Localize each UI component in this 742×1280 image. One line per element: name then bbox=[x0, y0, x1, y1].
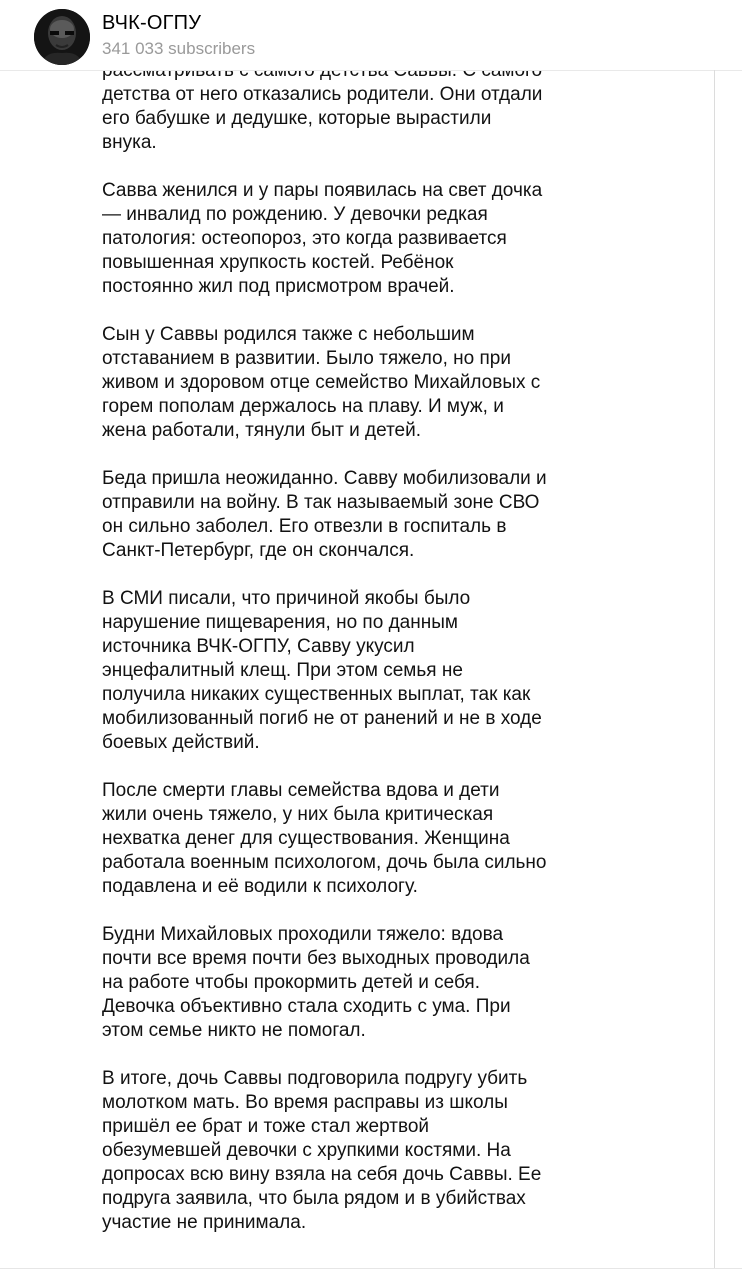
panel-border bbox=[714, 0, 715, 1268]
post-text-line: Санкт-Петербург, где он скончался. bbox=[102, 540, 415, 561]
post-paragraph bbox=[102, 1067, 547, 1235]
post-text-line: энцефалитный клещ. При этом семья не bbox=[102, 660, 463, 681]
post-text-line: патология: остеопороз, это когда развивается bbox=[102, 228, 507, 249]
post-text-line: почти все время почти без выходных проводила bbox=[102, 948, 530, 969]
post-text-line: В итоге, дочь Саввы подговорила подругу убить bbox=[102, 1068, 528, 1089]
post-text-line: повышенная хрупкость костей. Ребёнок bbox=[102, 252, 454, 273]
post-text-line: участие не принимала. bbox=[102, 1212, 307, 1233]
channel-name[interactable]: ВЧК-ОГПУ bbox=[102, 12, 202, 34]
post-paragraph bbox=[102, 779, 547, 899]
post-text-line: он сильно заболел. Его отвезли в госпиталь в bbox=[102, 516, 507, 537]
post-paragraph bbox=[102, 179, 547, 299]
post-text-line: В СМИ писали, что причиной якобы было bbox=[102, 588, 471, 609]
post-text-line: нехватка денег для существования. Женщина bbox=[102, 828, 510, 849]
post-text-line: Будни Михайловых проходили тяжело: вдова bbox=[102, 924, 504, 945]
post-body bbox=[102, 0, 602, 1268]
channel-avatar-icon[interactable] bbox=[34, 9, 90, 65]
post-text-line: этом семье никто не помогал. bbox=[102, 1020, 366, 1041]
post-text-line: Савва женился и у пары появилась на свет дочка bbox=[102, 180, 543, 201]
post-text-line: работала военным психологом, дочь была сильно bbox=[102, 852, 547, 873]
post-paragraph bbox=[102, 923, 547, 1043]
header-divider bbox=[0, 70, 742, 71]
post-text-line: — инвалид по рождению. У девочки редкая bbox=[102, 204, 488, 225]
post-text-line: детства от него отказались родители. Они отдали bbox=[102, 84, 543, 105]
post-text-line: Сын у Саввы родился также с небольшим bbox=[102, 324, 475, 345]
post-text-line: получила никаких существенных выплат, так как bbox=[102, 684, 531, 705]
post-text-line: мобилизованный погиб не от ранений и не в ходе bbox=[102, 708, 542, 729]
post-text-line: подруга заявила, что была рядом и в убийствах bbox=[102, 1188, 526, 1209]
post-text-line: жили очень тяжело, у них была критическая bbox=[102, 804, 494, 825]
post-text-line: молотком мать. Во время расправы из школы bbox=[102, 1092, 508, 1113]
post-text-line: внука. bbox=[102, 132, 157, 153]
post-text-line: его бабушке и дедушке, которые вырастили bbox=[102, 108, 492, 129]
post-text-line: пришёл ее брат и тоже стал жертвой bbox=[102, 1116, 430, 1137]
channel-header[interactable] bbox=[0, 0, 742, 70]
post-text-line: живом и здоровом отце семейство Михайловых с bbox=[102, 372, 541, 393]
post-text-line: Беда пришла неожиданно. Савву мобилизовали и bbox=[102, 468, 547, 489]
post-text-line: Девочка объективно стала сходить с ума. При bbox=[102, 996, 511, 1017]
post-text-line: подавлена и её водили к психологу. bbox=[102, 876, 418, 897]
post-paragraph bbox=[102, 59, 547, 155]
post-text-line: горем пополам держалось на плаву. И муж, и bbox=[102, 396, 504, 417]
post-text-line: боевых действий. bbox=[102, 732, 260, 753]
post-text bbox=[102, 59, 547, 1259]
post-text-line: источника ВЧК-ОГПУ, Савву укусил bbox=[102, 636, 415, 657]
post-text-line: на работе чтобы прокормить детей и себя. bbox=[102, 972, 480, 993]
bottom-border bbox=[0, 1268, 742, 1269]
post-text-line: обезумевшей девочки с хрупкими костями. На bbox=[102, 1140, 511, 1161]
post-text-line: отправили на войну. В так называемый зоне СВО bbox=[102, 492, 540, 513]
post-paragraph bbox=[102, 467, 547, 563]
post-text-line: допросах всю вину взяла на себя дочь Саввы. Ее bbox=[102, 1164, 542, 1185]
post-text-line: После смерти главы семейства вдова и дети bbox=[102, 780, 500, 801]
post-paragraph bbox=[102, 587, 547, 755]
post-text-line: нарушение пищеварения, но по данным bbox=[102, 612, 458, 633]
post-text-line: жена работали, тянули быт и детей. bbox=[102, 420, 422, 441]
post-text-line: постоянно жил под присмотром врачей. bbox=[102, 276, 455, 297]
post-text-line: отставанием в развитии. Было тяжело, но при bbox=[102, 348, 511, 369]
subscriber-count: 341 033 subscribers bbox=[102, 39, 256, 58]
post-paragraph bbox=[102, 323, 547, 443]
